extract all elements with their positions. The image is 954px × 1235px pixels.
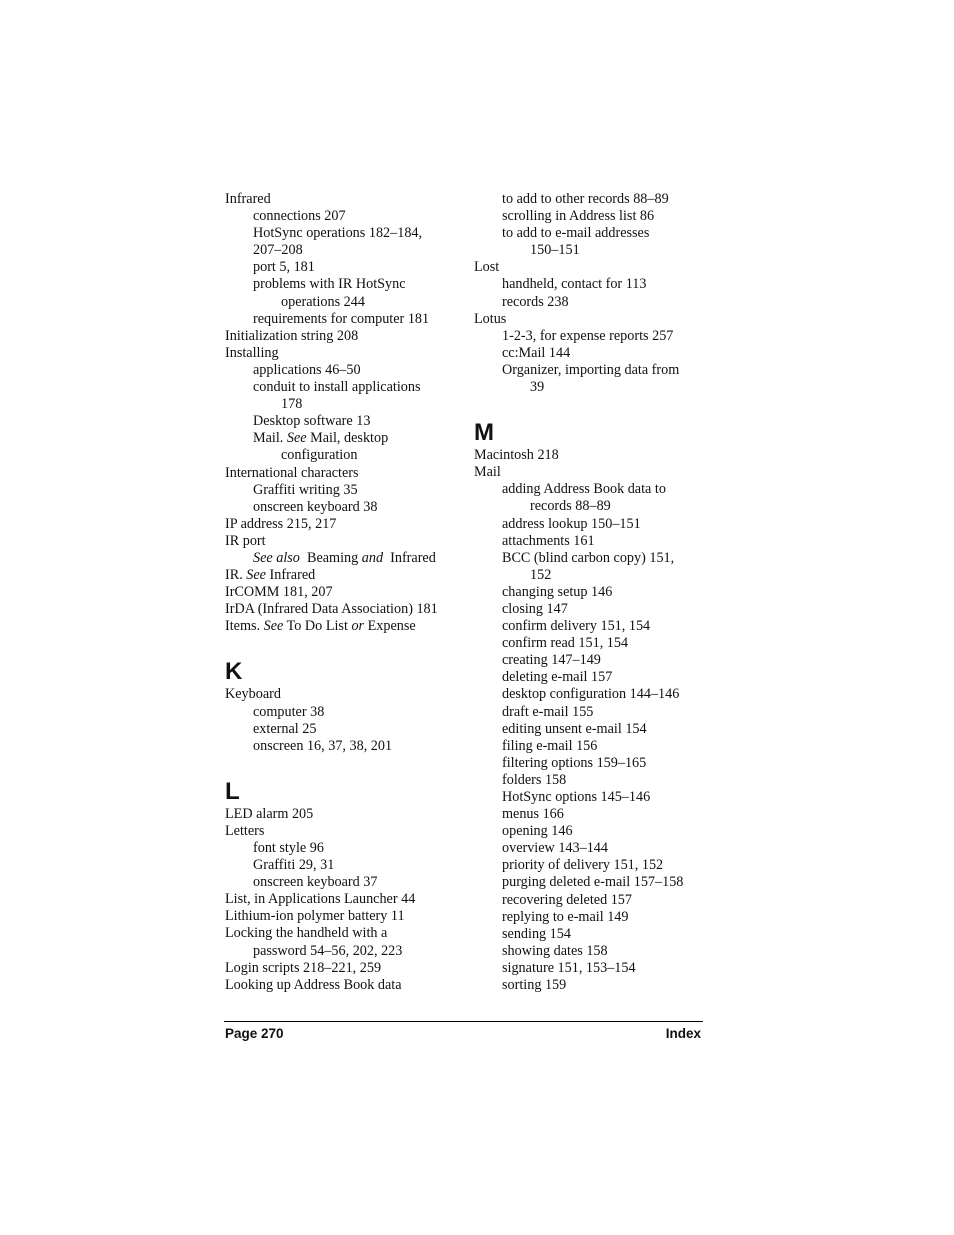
index-subentry: cc:Mail 144: [502, 344, 571, 361]
index-column-right: [474, 191, 709, 994]
index-subentry: connections 207: [253, 208, 346, 225]
index-subentry: sorting 159: [502, 977, 567, 994]
index-subentry: desktop configuration 144–146: [502, 686, 680, 703]
section-letter-heading: L: [225, 777, 240, 805]
entry-text: To Do List: [283, 618, 352, 635]
index-subentry: filing e-mail 156: [502, 737, 598, 754]
index-subentry: requirements for computer 181: [253, 310, 430, 327]
index-subentry: records 238: [502, 293, 569, 310]
index-subentry: overview 143–144: [502, 840, 608, 857]
index-subentry: Organizer, importing data from: [502, 361, 680, 378]
index-subentry: 207–208: [253, 242, 303, 259]
index-entry: Login scripts 218–221, 259: [225, 959, 382, 976]
index-subentry: external 25: [253, 720, 317, 737]
index-subentry: replying to e-mail 149: [502, 908, 629, 925]
entry-text: IR.: [225, 567, 247, 584]
index-subentry: handheld, contact for 113: [502, 276, 647, 293]
index-subentry: recovering deleted 157: [502, 891, 632, 908]
index-subentry: conduit to install applications: [253, 379, 421, 396]
index-entry: IP address 215, 217: [225, 515, 337, 532]
index-subentry: Graffiti writing 35: [253, 481, 358, 498]
index-entry: Initialization string 208: [225, 327, 359, 344]
index-subentry: [225, 430, 465, 447]
entry-text: Beaming: [299, 549, 362, 566]
index-subentry: configuration: [281, 447, 358, 464]
cross-reference-keyword: See: [263, 618, 284, 635]
index-subentry: address lookup 150–151: [502, 515, 641, 532]
index-subentry: opening 146: [502, 823, 573, 840]
index-entry: International characters: [225, 464, 359, 481]
index-entry: Letters: [225, 822, 265, 839]
index-subentry: 150–151: [530, 242, 580, 259]
cross-reference-keyword: See: [286, 430, 307, 447]
index-subentry: filtering options 159–165: [502, 754, 647, 771]
index-subentry: adding Address Book data to: [502, 481, 666, 498]
cross-reference-keyword: See: [246, 567, 266, 584]
index-entry: Installing: [225, 344, 279, 361]
entry-text: Expense: [364, 618, 416, 635]
section-letter-heading: K: [225, 658, 243, 686]
index-entry: List, in Applications Launcher 44: [225, 891, 416, 908]
index-subentry: deleting e-mail 157: [502, 669, 613, 686]
index-subentry: creating 147–149: [502, 652, 601, 669]
footer-section-title: Index: [665, 1026, 701, 1041]
entry-text: Infrared: [383, 549, 436, 566]
footer-divider: [224, 1021, 703, 1022]
index-subentry: Desktop software 13: [253, 413, 371, 430]
index-subentry: onscreen keyboard 37: [253, 874, 378, 891]
index-subentry: 178: [281, 396, 303, 413]
section-letter-heading: M: [474, 419, 494, 447]
index-subentry: font style 96: [253, 840, 324, 856]
index-entry: Lotus: [474, 310, 507, 327]
index-subentry: operations 244: [281, 293, 365, 310]
index-subentry: port 5, 181: [253, 259, 315, 276]
index-subentry: onscreen 16, 37, 38, 201: [253, 737, 393, 754]
index-column-left: [225, 191, 465, 994]
index-subentry: problems with IR HotSync: [253, 276, 406, 293]
index-entry: [225, 618, 465, 635]
index-entry: IrDA (Infrared Data Association) 181: [225, 601, 438, 618]
entry-text: Infrared: [265, 567, 316, 584]
index-subentry: priority of delivery 151, 152: [502, 857, 664, 874]
index-entry: IrCOMM 181, 207: [225, 584, 333, 601]
entry-text: Mail, desktop: [306, 430, 389, 447]
index-subentry: menus 166: [502, 806, 564, 823]
index-subentry: password 54–56, 202, 223: [253, 942, 403, 959]
index-subentry: draft e-mail 155: [502, 703, 594, 720]
index-entry: Lost: [474, 259, 500, 276]
index-entry: Keyboard: [225, 686, 281, 703]
index-subentry: showing dates 158: [502, 942, 608, 959]
index-subentry: HotSync operations 182–184,: [253, 225, 423, 242]
cross-reference-keyword: See also: [253, 549, 300, 566]
index-subentry: applications 46–50: [253, 361, 361, 378]
index-subentry: records 88–89: [530, 498, 611, 515]
index-subentry: 1-2-3, for expense reports 257: [502, 327, 674, 344]
index-subentry: computer 38: [253, 703, 325, 720]
index-subentry: folders 158: [502, 771, 567, 788]
index-subentry: to add to other records 88–89: [502, 191, 669, 207]
entry-text: Items.: [225, 618, 264, 635]
index-subentry: [225, 550, 465, 567]
index-subentry: editing unsent e-mail 154: [502, 720, 647, 737]
index-subentry: attachments 161: [502, 532, 595, 549]
index-subentry: 152: [530, 566, 552, 583]
index-subentry: signature 151, 153–154: [502, 959, 636, 976]
index-subentry: 39: [530, 379, 545, 396]
index-subentry: sending 154: [502, 925, 571, 942]
index-subentry: BCC (blind carbon copy) 151,: [502, 549, 675, 566]
index-subentry: onscreen keyboard 38: [253, 498, 378, 515]
index-entry: Macintosh 218: [474, 447, 559, 464]
index-subentry: HotSync options 145–146: [502, 789, 651, 805]
index-subentry: changing setup 146: [502, 583, 613, 600]
index-entry: Locking the handheld with a: [225, 925, 388, 942]
index-entry: Infrared: [225, 191, 271, 207]
index-entry: Looking up Address Book data: [225, 976, 402, 993]
footer-page-number: Page 270: [225, 1026, 284, 1041]
entry-text: Mail.: [253, 430, 287, 447]
index-subentry: purging deleted e-mail 157–158: [502, 874, 684, 891]
cross-reference-keyword: or: [351, 618, 365, 635]
index-entry: Lithium-ion polymer battery 11: [225, 908, 405, 925]
index-subentry: scrolling in Address list 86: [502, 208, 655, 225]
index-subentry: Graffiti 29, 31: [253, 857, 335, 874]
cross-reference-keyword: and: [361, 549, 384, 566]
index-subentry: to add to e-mail addresses: [502, 225, 650, 242]
index-subentry: confirm read 151, 154: [502, 635, 629, 652]
index-entry: LED alarm 205: [225, 805, 314, 822]
index-entry: Mail: [474, 464, 501, 481]
index-subentry: confirm delivery 151, 154: [502, 618, 651, 635]
index-entry: [225, 567, 465, 584]
index-entry: IR port: [225, 532, 266, 549]
index-subentry: closing 147: [502, 600, 568, 617]
